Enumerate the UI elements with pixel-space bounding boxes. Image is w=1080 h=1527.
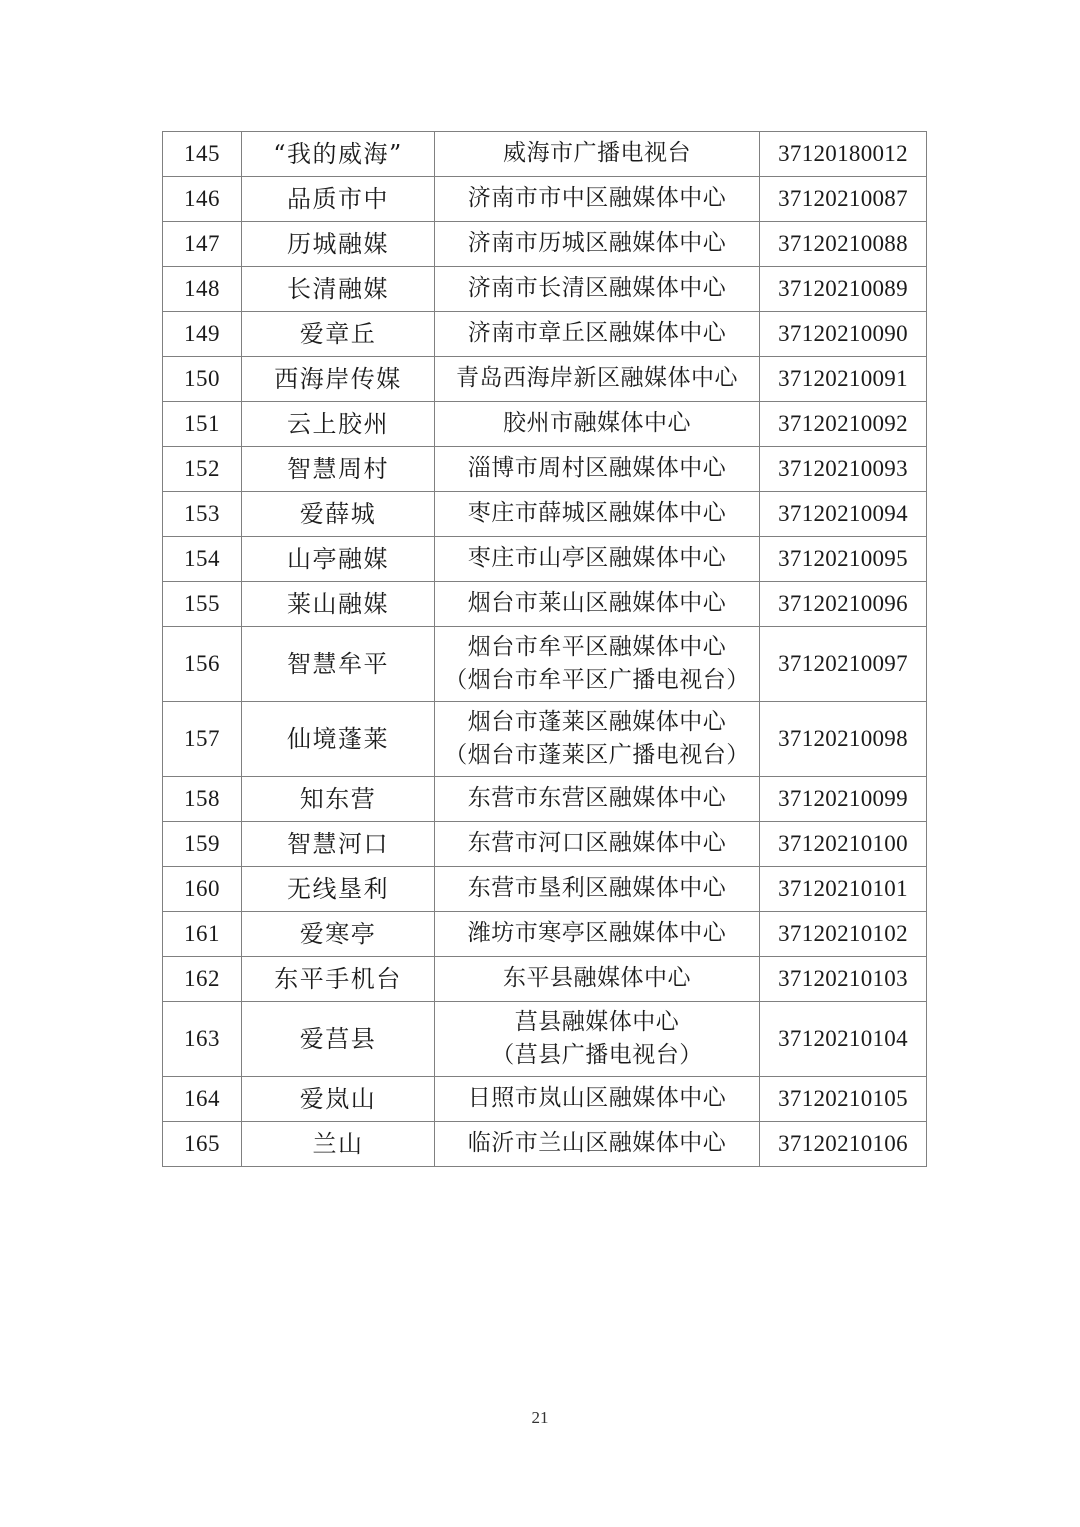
cell-brand-name: 爱薛城 bbox=[242, 492, 435, 537]
cell-organization bbox=[435, 357, 760, 402]
table-row bbox=[163, 402, 927, 447]
organization-line: 枣庄市薛城区融媒体中心 bbox=[467, 500, 727, 527]
table-row bbox=[163, 822, 927, 867]
cell-brand-name: 莱山融媒 bbox=[242, 582, 435, 627]
cell-organization bbox=[435, 777, 760, 822]
cell-brand-name: 仙境蓬莱 bbox=[242, 702, 435, 777]
table-row bbox=[163, 447, 927, 492]
cell-brand-name: 爱章丘 bbox=[242, 312, 435, 357]
cell-organization bbox=[435, 447, 760, 492]
cell-brand-name: 无线垦利 bbox=[242, 867, 435, 912]
cell-index: 151 bbox=[163, 402, 242, 447]
page-number: 21 bbox=[531, 1408, 549, 1427]
cell-organization bbox=[435, 177, 760, 222]
cell-registration-code: 37120210094 bbox=[760, 492, 927, 537]
cell-registration-code: 37120210103 bbox=[760, 957, 927, 1002]
organization-line: 济南市历城区融媒体中心 bbox=[467, 230, 727, 257]
organization-line: 日照市岚山区融媒体中心 bbox=[467, 1085, 727, 1112]
cell-organization bbox=[435, 1002, 760, 1077]
cell-index: 162 bbox=[163, 957, 242, 1002]
organization-line: （烟台市蓬莱区广播电视台） bbox=[444, 742, 750, 768]
cell-registration-code: 37120210088 bbox=[760, 222, 927, 267]
registration-table-container bbox=[162, 131, 926, 1167]
organization-line: 烟台市蓬莱区融媒体中心 bbox=[467, 708, 727, 735]
cell-index: 150 bbox=[163, 357, 242, 402]
table-row bbox=[163, 357, 927, 402]
cell-registration-code: 37120210102 bbox=[760, 912, 927, 957]
organization-line: 东平县融媒体中心 bbox=[503, 965, 691, 992]
organization-line: 济南市长清区融媒体中心 bbox=[467, 275, 727, 302]
cell-registration-code: 37120210106 bbox=[760, 1122, 927, 1167]
organization-line: 东营市东营区融媒体中心 bbox=[467, 785, 727, 812]
table-row bbox=[163, 537, 927, 582]
cell-index: 153 bbox=[163, 492, 242, 537]
table-row bbox=[163, 1002, 927, 1077]
cell-organization bbox=[435, 492, 760, 537]
table-row bbox=[163, 957, 927, 1002]
cell-index: 156 bbox=[163, 627, 242, 702]
organization-line: 东营市河口区融媒体中心 bbox=[467, 830, 727, 857]
cell-registration-code: 37120210095 bbox=[760, 537, 927, 582]
cell-organization bbox=[435, 267, 760, 312]
organization-line: 济南市市中区融媒体中心 bbox=[467, 185, 727, 212]
table-row bbox=[163, 627, 927, 702]
cell-brand-name: 智慧周村 bbox=[242, 447, 435, 492]
cell-registration-code: 37120210100 bbox=[760, 822, 927, 867]
table-row bbox=[163, 702, 927, 777]
cell-index: 159 bbox=[163, 822, 242, 867]
table-row bbox=[163, 312, 927, 357]
cell-brand-name: 东平手机台 bbox=[242, 957, 435, 1002]
registration-table bbox=[162, 131, 927, 1167]
table-row bbox=[163, 132, 927, 177]
cell-organization bbox=[435, 1077, 760, 1122]
cell-registration-code: 37120210101 bbox=[760, 867, 927, 912]
cell-index: 161 bbox=[163, 912, 242, 957]
cell-brand-name: 品质市中 bbox=[242, 177, 435, 222]
cell-brand-name: 爱岚山 bbox=[242, 1077, 435, 1122]
cell-registration-code: 37120210090 bbox=[760, 312, 927, 357]
organization-line: 青岛西海岸新区融媒体中心 bbox=[456, 365, 738, 392]
cell-registration-code: 37120210099 bbox=[760, 777, 927, 822]
cell-registration-code: 37120210089 bbox=[760, 267, 927, 312]
cell-index: 157 bbox=[163, 702, 242, 777]
cell-index: 145 bbox=[163, 132, 242, 177]
table-row bbox=[163, 1122, 927, 1167]
cell-organization bbox=[435, 132, 760, 177]
cell-organization bbox=[435, 912, 760, 957]
cell-brand-name: “我的威海” bbox=[242, 132, 435, 177]
cell-organization bbox=[435, 222, 760, 267]
table-row bbox=[163, 222, 927, 267]
cell-index: 152 bbox=[163, 447, 242, 492]
cell-brand-name: 兰山 bbox=[242, 1122, 435, 1167]
cell-brand-name: 智慧河口 bbox=[242, 822, 435, 867]
table-row bbox=[163, 777, 927, 822]
cell-organization bbox=[435, 402, 760, 447]
cell-brand-name: 知东营 bbox=[242, 777, 435, 822]
table-row bbox=[163, 267, 927, 312]
cell-brand-name: 爱寒亭 bbox=[242, 912, 435, 957]
table-row bbox=[163, 1077, 927, 1122]
organization-line: 烟台市莱山区融媒体中心 bbox=[467, 590, 727, 617]
cell-index: 155 bbox=[163, 582, 242, 627]
cell-index: 146 bbox=[163, 177, 242, 222]
organization-line: 莒县融媒体中心 bbox=[514, 1008, 680, 1035]
cell-registration-code: 37120210105 bbox=[760, 1077, 927, 1122]
cell-organization bbox=[435, 867, 760, 912]
cell-index: 164 bbox=[163, 1077, 242, 1122]
cell-index: 147 bbox=[163, 222, 242, 267]
organization-line: 潍坊市寒亭区融媒体中心 bbox=[467, 920, 727, 947]
table-row bbox=[163, 867, 927, 912]
cell-brand-name: 爱莒县 bbox=[242, 1002, 435, 1077]
cell-organization bbox=[435, 582, 760, 627]
organization-line: 威海市广播电视台 bbox=[503, 140, 691, 167]
cell-index: 158 bbox=[163, 777, 242, 822]
cell-brand-name: 山亭融媒 bbox=[242, 537, 435, 582]
table-body bbox=[163, 132, 927, 1167]
cell-index: 165 bbox=[163, 1122, 242, 1167]
organization-line: 东营市垦利区融媒体中心 bbox=[467, 875, 727, 902]
cell-index: 163 bbox=[163, 1002, 242, 1077]
cell-index: 149 bbox=[163, 312, 242, 357]
cell-organization bbox=[435, 1122, 760, 1167]
cell-organization bbox=[435, 312, 760, 357]
cell-registration-code: 37120180012 bbox=[760, 132, 927, 177]
cell-registration-code: 37120210104 bbox=[760, 1002, 927, 1077]
table-row bbox=[163, 912, 927, 957]
organization-line: 济南市章丘区融媒体中心 bbox=[467, 320, 727, 347]
cell-registration-code: 37120210091 bbox=[760, 357, 927, 402]
cell-organization bbox=[435, 822, 760, 867]
organization-line: 枣庄市山亭区融媒体中心 bbox=[467, 545, 727, 572]
cell-brand-name: 云上胶州 bbox=[242, 402, 435, 447]
cell-registration-code: 37120210097 bbox=[760, 627, 927, 702]
table-row bbox=[163, 177, 927, 222]
cell-registration-code: 37120210092 bbox=[760, 402, 927, 447]
organization-line: 淄博市周村区融媒体中心 bbox=[467, 455, 727, 482]
organization-line: 临沂市兰山区融媒体中心 bbox=[467, 1130, 727, 1157]
cell-organization bbox=[435, 957, 760, 1002]
organization-line: 烟台市牟平区融媒体中心 bbox=[467, 633, 727, 660]
cell-registration-code: 37120210093 bbox=[760, 447, 927, 492]
organization-line: （莒县广播电视台） bbox=[491, 1042, 703, 1068]
organization-line: （烟台市牟平区广播电视台） bbox=[444, 667, 750, 693]
cell-organization bbox=[435, 537, 760, 582]
cell-index: 154 bbox=[163, 537, 242, 582]
cell-registration-code: 37120210096 bbox=[760, 582, 927, 627]
cell-registration-code: 37120210098 bbox=[760, 702, 927, 777]
organization-line: 胶州市融媒体中心 bbox=[503, 410, 691, 437]
cell-brand-name: 历城融媒 bbox=[242, 222, 435, 267]
cell-organization bbox=[435, 627, 760, 702]
table-row bbox=[163, 492, 927, 537]
cell-brand-name: 西海岸传媒 bbox=[242, 357, 435, 402]
cell-organization bbox=[435, 702, 760, 777]
cell-brand-name: 长清融媒 bbox=[242, 267, 435, 312]
table-row bbox=[163, 582, 927, 627]
cell-index: 160 bbox=[163, 867, 242, 912]
cell-registration-code: 37120210087 bbox=[760, 177, 927, 222]
cell-index: 148 bbox=[163, 267, 242, 312]
cell-brand-name: 智慧牟平 bbox=[242, 627, 435, 702]
